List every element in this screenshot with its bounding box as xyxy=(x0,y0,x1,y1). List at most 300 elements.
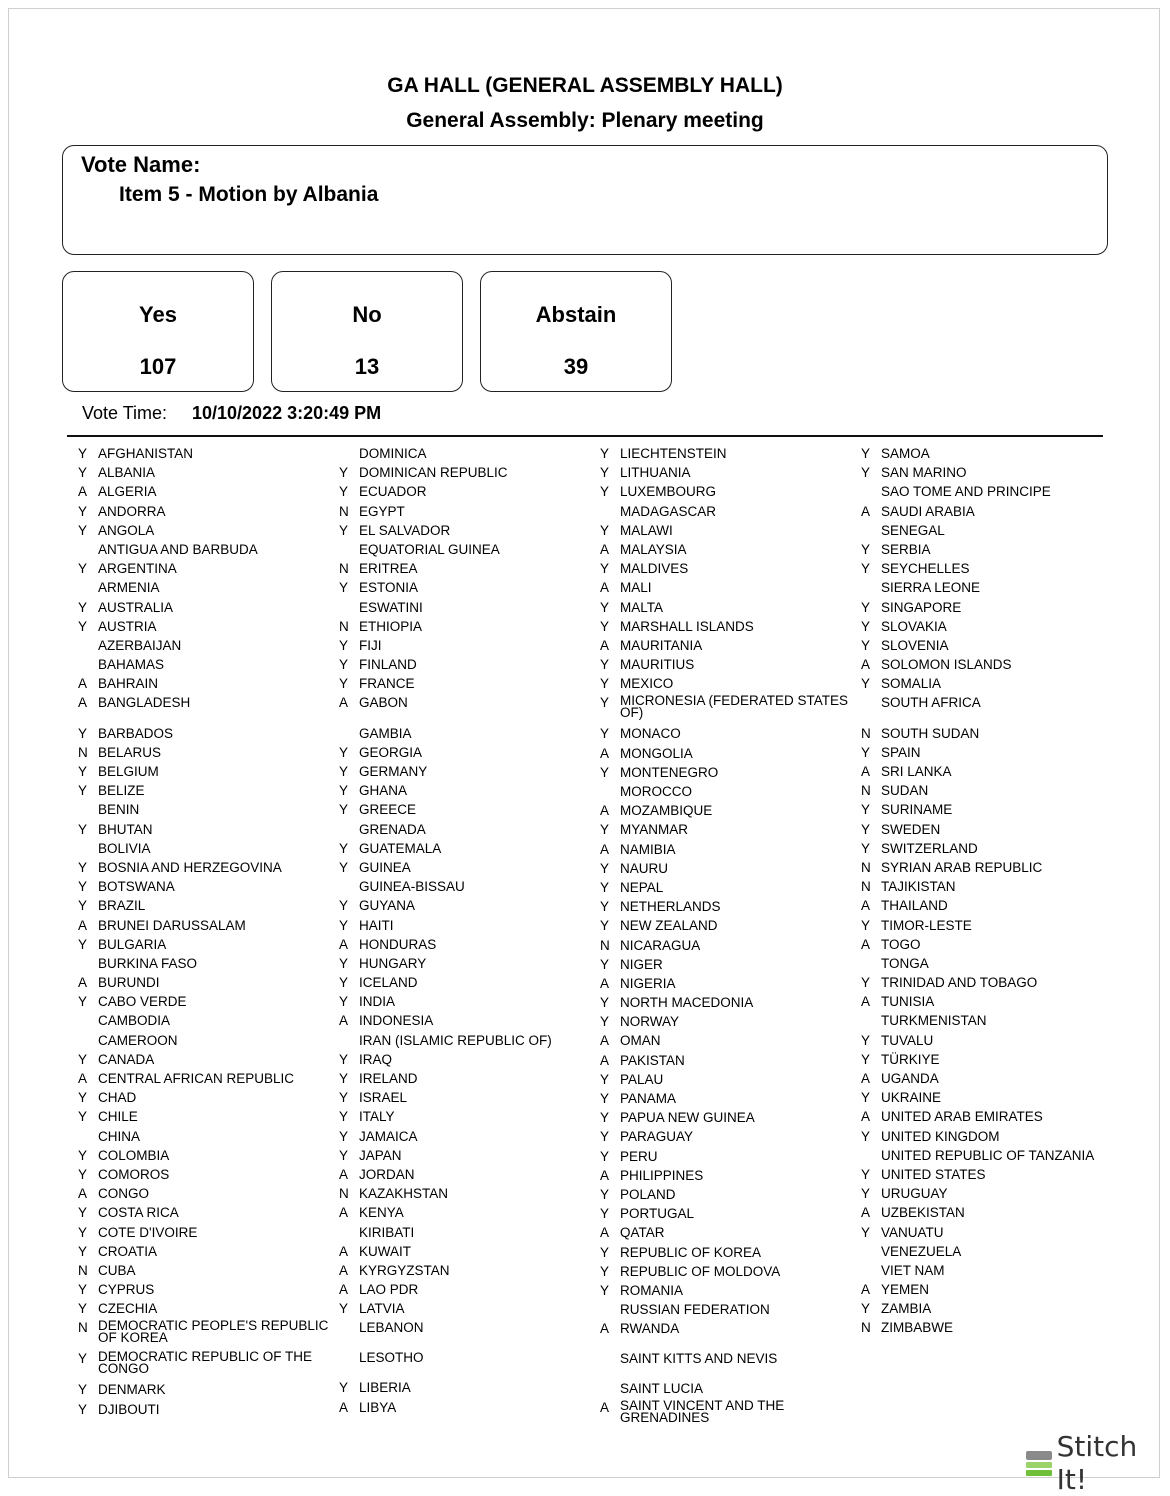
vote-value: N xyxy=(861,1320,871,1336)
country-row xyxy=(339,542,599,561)
country-row xyxy=(600,938,860,957)
country-name: INDONESIA xyxy=(359,1013,434,1029)
country-row xyxy=(861,695,1121,714)
country-name: RWANDA xyxy=(620,1321,680,1337)
vote-value: Y xyxy=(339,484,349,500)
country-row xyxy=(78,561,338,580)
country-name: PORTUGAL xyxy=(620,1206,695,1222)
country-row xyxy=(861,1320,1121,1339)
country-row xyxy=(861,1186,1121,1205)
country-row xyxy=(78,676,338,695)
country-row xyxy=(339,676,599,695)
country-name: VIET NAM xyxy=(881,1262,945,1278)
vote-value: Y xyxy=(339,637,349,653)
country-name: ROMANIA xyxy=(620,1282,684,1298)
country-name: LIBERIA xyxy=(359,1380,411,1396)
vote-value: Y xyxy=(78,725,88,741)
vote-value: Y xyxy=(78,936,88,952)
country-name: EQUATORIAL GUINEA xyxy=(359,541,500,557)
vote-value: N xyxy=(339,618,349,634)
vote-value: A xyxy=(600,580,610,596)
country-name: RUSSIAN FEDERATION xyxy=(620,1302,770,1318)
vote-value: A xyxy=(600,541,610,557)
country-name: TURKMENISTAN xyxy=(881,1013,987,1029)
country-row xyxy=(78,1186,338,1205)
vote-value: Y xyxy=(78,859,88,875)
vote-value: Y xyxy=(339,917,349,933)
vote-value: A xyxy=(78,695,88,711)
country-row xyxy=(861,638,1121,657)
country-name: SAINT KITTS AND NEVIS xyxy=(620,1351,778,1367)
country-name: MARSHALL ISLANDS xyxy=(620,618,754,634)
country-row xyxy=(339,638,599,657)
tally-abstain-label: Abstain xyxy=(535,302,617,327)
country-row xyxy=(339,1129,599,1148)
country-name: TUNISIA xyxy=(881,994,935,1010)
vote-value: A xyxy=(600,1225,610,1241)
vote-value: A xyxy=(339,1205,349,1221)
vote-time-value: 10/10/2022 3:20:49 PM xyxy=(192,403,382,423)
country-row xyxy=(861,1033,1121,1052)
country-row xyxy=(600,861,860,880)
country-name: MAURITIUS xyxy=(620,657,695,673)
country-row xyxy=(861,879,1121,898)
country-row xyxy=(600,504,860,523)
vote-value: A xyxy=(600,803,610,819)
country-name: LITHUANIA xyxy=(620,465,691,481)
country-name: NEPAL xyxy=(620,879,664,895)
country-row xyxy=(861,446,1121,465)
country-row xyxy=(600,523,860,542)
country-row xyxy=(78,1052,338,1071)
country-name: PERU xyxy=(620,1148,658,1164)
country-row xyxy=(600,446,860,465)
country-row xyxy=(78,523,338,542)
country-name: BELGIUM xyxy=(98,764,159,779)
country-name: DOMINICAN REPUBLIC xyxy=(359,465,508,481)
country-row xyxy=(600,1264,860,1283)
country-name: NORTH MACEDONIA xyxy=(620,995,754,1011)
country-name: ETHIOPIA xyxy=(359,618,423,634)
country-row xyxy=(861,956,1121,975)
country-row xyxy=(861,975,1121,994)
country-row xyxy=(861,504,1121,523)
vote-value: Y xyxy=(600,599,610,615)
country-name: JAPAN xyxy=(359,1147,402,1163)
country-name: ZIMBABWE xyxy=(881,1320,954,1336)
vote-name: Item 5 - Motion by Albania xyxy=(119,183,379,206)
country-row xyxy=(78,994,338,1013)
divider xyxy=(67,435,1103,437)
country-row xyxy=(861,657,1121,676)
tally-no-label: No xyxy=(352,302,382,327)
vote-value: A xyxy=(861,1282,871,1298)
vote-value: Y xyxy=(339,1090,349,1106)
country-name: SOMALIA xyxy=(881,676,942,692)
country-name: ALGERIA xyxy=(98,484,157,500)
country-row xyxy=(78,1351,338,1382)
vote-value: Y xyxy=(861,465,871,481)
country-name: GEORGIA xyxy=(359,744,423,760)
country-row xyxy=(861,1282,1121,1301)
country-row xyxy=(78,764,338,783)
page-subtitle: General Assembly: Plenary meeting xyxy=(406,109,764,132)
country-name: CYPRUS xyxy=(98,1282,155,1298)
country-name: BOTSWANA xyxy=(98,879,175,895)
country-row xyxy=(600,465,860,484)
country-name: SUDAN xyxy=(881,783,929,799)
country-row xyxy=(600,1149,860,1168)
country-row xyxy=(600,976,860,995)
country-name: GABON xyxy=(359,695,408,711)
country-row xyxy=(861,745,1121,764)
country-row xyxy=(600,784,860,803)
vote-value: Y xyxy=(600,657,610,673)
country-name: GUINEA xyxy=(359,859,411,875)
vote-value: Y xyxy=(600,1110,610,1126)
country-name: ISRAEL xyxy=(359,1090,408,1106)
country-name: URUGUAY xyxy=(881,1186,948,1202)
country-row xyxy=(78,1225,338,1244)
vote-value: Y xyxy=(600,695,610,711)
country-name: MOZAMBIQUE xyxy=(620,803,713,819)
country-row xyxy=(600,619,860,638)
watermark xyxy=(1026,1430,1170,1496)
vote-value: Y xyxy=(600,1282,610,1298)
country-name: NAURU xyxy=(620,860,669,876)
vote-value: A xyxy=(861,1205,871,1221)
country-name: TOGO xyxy=(881,936,921,952)
country-name: TONGA xyxy=(881,955,929,971)
vote-value: Y xyxy=(339,1051,349,1067)
country-row xyxy=(861,994,1121,1013)
results-column-2 xyxy=(339,446,599,1419)
country-row xyxy=(339,446,599,465)
vote-value: A xyxy=(339,1166,349,1182)
results-column-4 xyxy=(861,446,1121,1340)
country-name: SWEDEN xyxy=(881,821,941,837)
country-row xyxy=(339,898,599,917)
country-name: BURKINA FASO xyxy=(98,955,198,971)
country-row xyxy=(78,802,338,821)
vote-value: Y xyxy=(861,599,871,615)
country-name: OMAN xyxy=(620,1033,661,1049)
country-row xyxy=(78,1244,338,1263)
vote-value: Y xyxy=(600,956,610,972)
vote-value: Y xyxy=(861,1301,871,1317)
country-name: GAMBIA xyxy=(359,725,412,741)
vote-value: Y xyxy=(600,676,610,692)
country-name: ANGOLA xyxy=(98,522,155,538)
vote-value: Y xyxy=(339,676,349,692)
page-title: GA HALL (GENERAL ASSEMBLY HALL) xyxy=(387,74,783,97)
country-name: HAITI xyxy=(359,917,394,933)
vote-value: A xyxy=(600,1033,610,1049)
vote-value: N xyxy=(861,859,871,875)
country-name: LESOTHO xyxy=(359,1350,424,1366)
country-name: MAURITANIA xyxy=(620,637,703,653)
vote-value: Y xyxy=(78,1109,88,1125)
country-name: BAHRAIN xyxy=(98,676,159,692)
country-name: IRAN (ISLAMIC REPUBLIC OF) xyxy=(359,1032,552,1048)
country-row xyxy=(339,1320,599,1350)
country-name: SINGAPORE xyxy=(881,599,962,615)
country-name: GERMANY xyxy=(359,764,428,779)
tally-yes-count: 107 xyxy=(139,354,177,379)
country-row xyxy=(339,860,599,879)
vote-value: A xyxy=(861,764,871,779)
country-name: QATAR xyxy=(620,1225,665,1241)
country-row xyxy=(600,822,860,841)
country-name: THAILAND xyxy=(881,898,948,914)
country-name: CABO VERDE xyxy=(98,994,187,1010)
country-name: SPAIN xyxy=(881,744,921,760)
country-row xyxy=(600,899,860,918)
country-name: SOUTH AFRICA xyxy=(881,695,981,711)
country-row xyxy=(339,580,599,599)
country-name: DOMINICA xyxy=(359,446,427,461)
vote-value: Y xyxy=(600,1091,610,1106)
country-row xyxy=(78,695,338,714)
country-name: UNITED REPUBLIC OF TANZANIA xyxy=(881,1147,1095,1163)
country-row xyxy=(861,542,1121,561)
vote-value: Y xyxy=(339,465,349,481)
country-row xyxy=(78,1071,338,1090)
vote-value: Y xyxy=(78,1051,88,1067)
country-name: SAINT LUCIA xyxy=(620,1381,704,1397)
vote-value: Y xyxy=(78,1282,88,1298)
vote-value: Y xyxy=(861,975,871,991)
vote-value: Y xyxy=(861,917,871,933)
vote-value: A xyxy=(78,975,88,991)
vote-value: Y xyxy=(339,1071,349,1086)
country-name: VANUATU xyxy=(881,1224,944,1240)
vote-value: Y xyxy=(339,783,349,799)
vote-value: N xyxy=(78,744,88,760)
country-name: PANAMA xyxy=(620,1091,677,1106)
country-row xyxy=(861,1013,1121,1032)
tally-abstain-count: 39 xyxy=(563,354,589,379)
country-row xyxy=(78,1148,338,1167)
country-row xyxy=(78,783,338,802)
country-row xyxy=(339,745,599,764)
vote-value: Y xyxy=(339,975,349,991)
tally-no-box xyxy=(271,271,463,392)
country-row xyxy=(78,956,338,975)
country-row xyxy=(339,523,599,542)
country-name: SAINT VINCENT AND THE GRENADINES xyxy=(620,1398,785,1425)
country-row xyxy=(339,465,599,484)
vote-value: Y xyxy=(600,446,610,461)
vote-value: Y xyxy=(600,465,610,481)
vote-value: Y xyxy=(339,955,349,971)
vote-value: Y xyxy=(78,1382,88,1398)
country-row xyxy=(339,1301,599,1320)
country-row xyxy=(600,765,860,784)
country-row xyxy=(600,1321,860,1351)
country-row xyxy=(861,600,1121,619)
country-name: ECUADOR xyxy=(359,484,427,500)
country-name: POLAND xyxy=(620,1186,676,1202)
country-row xyxy=(339,1225,599,1244)
country-name: BOLIVIA xyxy=(98,840,151,856)
country-name: HUNGARY xyxy=(359,955,427,971)
country-row xyxy=(78,465,338,484)
country-row xyxy=(339,879,599,898)
vote-value: Y xyxy=(78,1401,88,1417)
country-name: BELIZE xyxy=(98,783,145,799)
vote-value: Y xyxy=(339,1147,349,1163)
country-row xyxy=(339,1148,599,1167)
country-row xyxy=(861,1109,1121,1128)
country-row xyxy=(861,1052,1121,1071)
country-name: PHILIPPINES xyxy=(620,1167,704,1183)
country-row xyxy=(339,822,599,841)
country-name: ERITREA xyxy=(359,561,418,577)
country-name: MICRONESIA (FEDERATED STATES OF) xyxy=(620,693,849,720)
vote-value: Y xyxy=(861,1166,871,1182)
country-row xyxy=(78,542,338,561)
vote-value: A xyxy=(600,637,610,653)
country-row xyxy=(339,1071,599,1090)
vote-value: A xyxy=(861,503,871,519)
country-row xyxy=(339,600,599,619)
country-name: LUXEMBOURG xyxy=(620,484,717,500)
country-row xyxy=(600,1245,860,1264)
country-name: MONGOLIA xyxy=(620,745,693,761)
vote-value: Y xyxy=(339,580,349,596)
country-name: NEW ZEALAND xyxy=(620,918,718,934)
country-name: COLOMBIA xyxy=(98,1147,170,1163)
country-name: SENEGAL xyxy=(881,522,945,538)
country-name: NIGER xyxy=(620,956,663,972)
country-row xyxy=(600,1110,860,1129)
vote-value: A xyxy=(861,936,871,952)
country-row xyxy=(339,1167,599,1186)
vote-value: Y xyxy=(861,676,871,692)
vote-value: Y xyxy=(339,1128,349,1144)
country-row xyxy=(861,523,1121,542)
country-row xyxy=(339,802,599,821)
country-name: BOSNIA AND HERZEGOVINA xyxy=(98,859,282,875)
vote-value: Y xyxy=(78,994,88,1010)
country-row xyxy=(600,995,860,1014)
vote-value: Y xyxy=(600,918,610,934)
country-row xyxy=(861,918,1121,937)
vote-value: A xyxy=(78,484,88,500)
vote-value: A xyxy=(600,975,610,991)
vote-value: Y xyxy=(339,802,349,818)
country-row xyxy=(339,1380,599,1399)
vote-value: A xyxy=(339,936,349,952)
vote-value: Y xyxy=(600,618,610,634)
vote-value: N xyxy=(861,783,871,799)
country-name: COTE D'IVOIRE xyxy=(98,1224,198,1240)
vote-value: Y xyxy=(861,744,871,760)
country-row xyxy=(339,956,599,975)
vote-value: Y xyxy=(339,898,349,914)
country-name: CHINA xyxy=(98,1128,141,1144)
country-row xyxy=(78,1129,338,1148)
country-row xyxy=(78,726,338,745)
vote-value: A xyxy=(339,695,349,711)
country-name: ITALY xyxy=(359,1109,395,1125)
country-name: FRANCE xyxy=(359,676,415,692)
country-row xyxy=(339,841,599,860)
vote-value: Y xyxy=(600,995,610,1011)
vote-value: N xyxy=(78,1320,88,1336)
country-name: YEMEN xyxy=(881,1282,930,1298)
country-row xyxy=(339,1263,599,1282)
vote-value: Y xyxy=(861,1128,871,1144)
vote-value: Y xyxy=(600,484,610,500)
country-name: UNITED ARAB EMIRATES xyxy=(881,1109,1043,1125)
country-row xyxy=(861,1205,1121,1224)
country-name: SEYCHELLES xyxy=(881,561,970,577)
vote-value: Y xyxy=(78,879,88,895)
vote-value: Y xyxy=(339,522,349,538)
country-name: INDIA xyxy=(359,994,396,1010)
country-row xyxy=(861,1225,1121,1244)
country-row xyxy=(78,1205,338,1224)
vote-value: Y xyxy=(339,994,349,1010)
country-name: HONDURAS xyxy=(359,936,437,952)
country-name: LATVIA xyxy=(359,1301,405,1317)
vote-value: Y xyxy=(861,1051,871,1067)
country-row xyxy=(600,695,860,726)
vote-time-label: Vote Time: xyxy=(82,403,168,423)
country-row xyxy=(78,484,338,503)
country-row xyxy=(861,1148,1121,1167)
vote-value: Y xyxy=(600,899,610,915)
country-row xyxy=(861,580,1121,599)
country-row xyxy=(861,783,1121,802)
vote-value: A xyxy=(339,1243,349,1259)
country-name: CHILE xyxy=(98,1109,138,1125)
country-row xyxy=(861,676,1121,695)
country-row xyxy=(600,1033,860,1052)
country-row xyxy=(861,1301,1121,1320)
vote-value: A xyxy=(78,676,88,692)
country-name: PALAU xyxy=(620,1071,664,1087)
country-row xyxy=(339,657,599,676)
country-row xyxy=(339,994,599,1013)
vote-value: Y xyxy=(78,503,88,519)
country-row xyxy=(339,619,599,638)
country-row xyxy=(339,1052,599,1071)
country-name: MALI xyxy=(620,580,652,596)
country-name: SWITZERLAND xyxy=(881,840,978,856)
country-row xyxy=(78,504,338,523)
country-name: ICELAND xyxy=(359,975,418,991)
country-row xyxy=(600,484,860,503)
country-name: SAO TOME AND PRINCIPE xyxy=(881,484,1051,500)
country-name: VENEZUELA xyxy=(881,1243,962,1259)
vote-value: Y xyxy=(861,1224,871,1240)
country-name: AFGHANISTAN xyxy=(98,446,194,461)
vote-value: Y xyxy=(78,465,88,481)
country-name: BAHAMAS xyxy=(98,657,165,673)
country-row xyxy=(861,764,1121,783)
country-row xyxy=(339,1282,599,1301)
vote-value: Y xyxy=(78,618,88,634)
country-name: JAMAICA xyxy=(359,1128,418,1144)
country-name: SLOVENIA xyxy=(881,637,949,653)
vote-value: N xyxy=(339,1186,349,1202)
vote-value: Y xyxy=(339,1380,349,1396)
country-row xyxy=(861,1129,1121,1148)
vote-value: Y xyxy=(600,1148,610,1164)
